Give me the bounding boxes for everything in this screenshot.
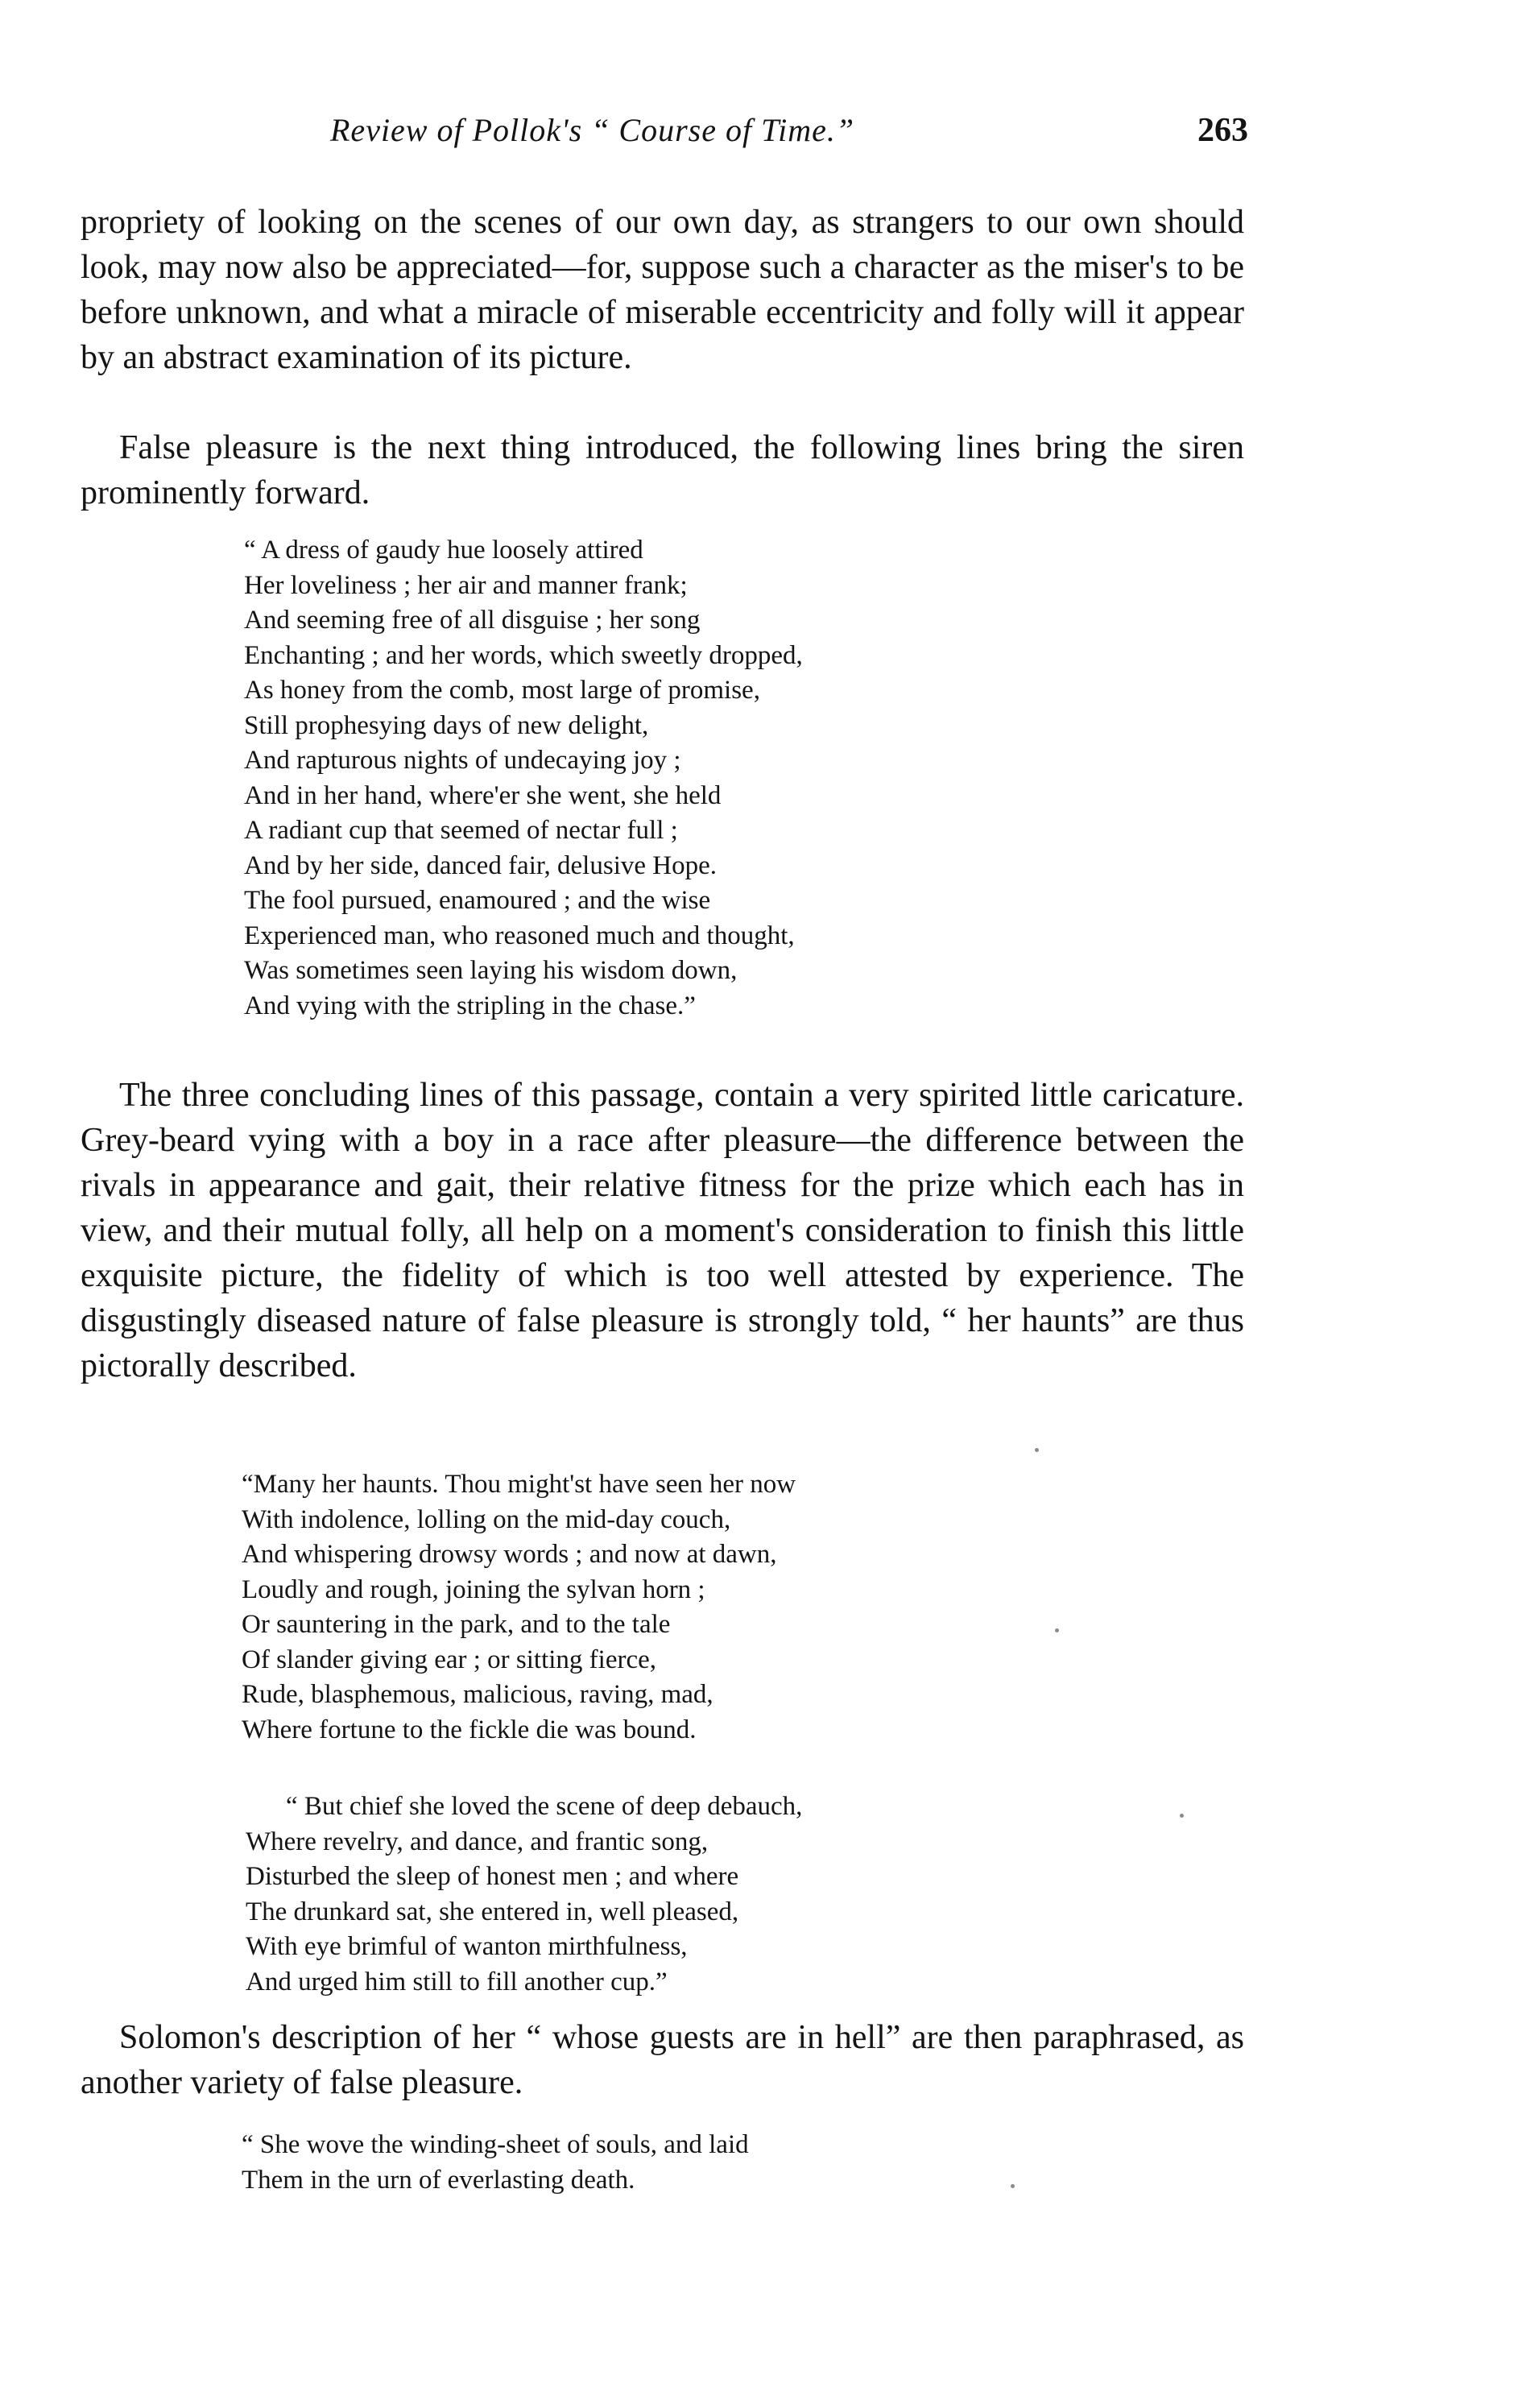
paragraph-caricature	[81, 1073, 1244, 1388]
page-number: 263	[1197, 112, 1248, 149]
verse-line: Loudly and rough, joining the sylvan horn ;	[242, 1574, 705, 1604]
verse-quote-haunts	[242, 1467, 796, 1748]
verse-line: Her loveliness ; her air and manner frank;	[244, 570, 688, 600]
verse-line: With indolence, lolling on the mid-day couch,	[242, 1504, 731, 1534]
paragraph-text: The three concluding lines of this passage, contain a very spirited little caricature. Grey-beard vying with a boy in a race after pleasure—the difference between the rivals in appearance and gait, their relative fitness for the prize which each has in view, and their mutual folly, all help on a moment's consideration to finish this little exquisite picture, the fidelity of which is too well attested by experience. The disgustingly diseased nature of false pleasure is strongly told, “ her haunts” are thus pictorally described.	[81, 1077, 1244, 1384]
verse-line: “ She wove the winding-sheet of souls, and laid	[242, 2130, 749, 2159]
verse-line: And whispering drowsy words ; and now at dawn,	[242, 1540, 777, 1569]
paragraph-text: propriety of looking on the scenes of our own day, as strangers to our own should look, may now also be appreciated—for, suppose such a character as the miser's to be before unknown, and what a miracle of miserable eccentricity and folly will it appear by an abstract examination of its picture.	[81, 204, 1244, 376]
verse-line: Where revelry, and dance, and frantic song,	[246, 1827, 709, 1856]
verse-quote-siren	[244, 533, 803, 1024]
verse-line: Rude, blasphemous, malicious, raving, mad,	[242, 1680, 713, 1709]
verse-line: Experienced man, who reasoned much and thought,	[244, 921, 795, 950]
verse-line: Was sometimes seen laying his wisdom down,	[244, 956, 738, 985]
ink-speck	[1055, 1628, 1059, 1632]
running-title: Review of Pollok's “ Course of Time.”	[330, 112, 855, 148]
verse-line: And vying with the stripling in the chase.”	[244, 991, 696, 1020]
ink-speck	[1180, 1814, 1184, 1818]
verse-line: The fool pursued, enamoured ; and the wise	[244, 886, 711, 915]
verse-line: “ But chief she loved the scene of deep debauch,	[286, 1792, 803, 1821]
ink-speck	[1011, 2184, 1015, 2188]
verse-line: The drunkard sat, she entered in, well pleased,	[246, 1897, 739, 1926]
paragraph-false-pleasure-intro	[81, 425, 1244, 515]
verse-line: And rapturous nights of undecaying joy ;	[244, 746, 681, 775]
verse-line: Disturbed the sleep of honest men ; and where	[246, 1862, 739, 1891]
verse-line: “Many her haunts. Thou might'st have seen her now	[242, 1470, 796, 1499]
page-header	[89, 111, 1248, 159]
paragraph-miser-continuation	[81, 200, 1244, 380]
paragraph-text: Solomon's description of her “ whose guests are in hell” are then paraphrased, as another variety of false pleasure.	[81, 2019, 1244, 2101]
verse-line: Where fortune to the fickle die was bound.	[242, 1715, 697, 1744]
ink-speck	[1035, 1448, 1039, 1452]
verse-line: And by her side, danced fair, delusive Hope.	[244, 850, 717, 880]
verse-quote-winding-sheet	[242, 2128, 749, 2198]
verse-line: And seeming free of all disguise ; her song	[244, 606, 701, 635]
verse-line: Enchanting ; and her words, which sweetly dropped,	[244, 640, 803, 670]
verse-line: And urged him still to fill another cup.”	[246, 1967, 668, 1996]
verse-line: Still prophesying days of new delight,	[244, 710, 649, 740]
verse-line: Of slander giving ear ; or sitting fierce,	[242, 1645, 656, 1674]
paragraph-solomon	[81, 2015, 1244, 2105]
verse-line: Or sauntering in the park, and to the tale	[242, 1610, 671, 1639]
verse-line: “ A dress of gaudy hue loosely attired	[244, 536, 643, 565]
verse-line: And in her hand, where'er she went, she held	[244, 780, 722, 810]
verse-quote-debauch	[246, 1789, 802, 2000]
paragraph-text: False pleasure is the next thing introduced, the following lines bring the siren prominently forward.	[81, 429, 1244, 511]
verse-line: With eye brimful of wanton mirthfulness,	[246, 1932, 688, 1961]
verse-line: As honey from the comb, most large of promise,	[244, 676, 760, 705]
verse-line: A radiant cup that seemed of nectar full ;	[244, 816, 678, 845]
verse-line: Them in the urn of everlasting death.	[242, 2165, 635, 2195]
